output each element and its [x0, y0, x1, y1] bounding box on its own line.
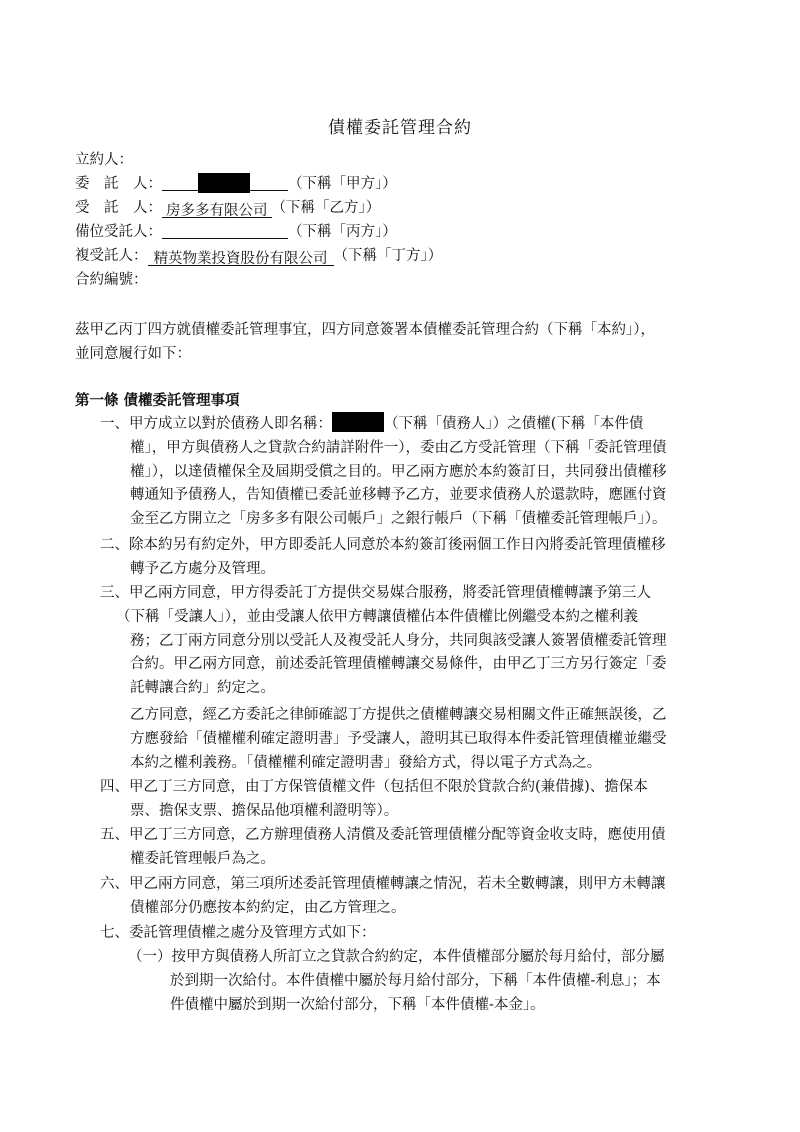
item-2-line: 二、除本約另有約定外，甲方即委託人同意於本約簽訂後兩個工作日內將委託管理債權移: [100, 537, 666, 553]
item-6-line: 債權部分仍應按本約約定，由乙方管理之。: [130, 899, 406, 916]
party-backup-trustee-label: 備位受託人：: [75, 224, 162, 240]
article-1-item-7-sub-1: [128, 946, 665, 1017]
party-sub-trustee-name: 精英物業投資股份有限公司: [153, 251, 328, 267]
party-sub-trustee-label: 複受託人：: [75, 248, 148, 264]
item-4-line: 四、甲乙丁三方同意，由丁方保管債權文件（包括但不限於貸款合約(兼借據)、擔保本: [100, 779, 648, 795]
party-principal-field: [162, 174, 288, 191]
item-4-line: 票、擔保支票、擔保品他項權利證明等）。: [130, 802, 399, 819]
debtor-name-redaction: [332, 412, 384, 432]
article-1-item-6: [100, 873, 666, 921]
article-1-item-4: [100, 776, 648, 824]
article-1-item-7: [100, 922, 376, 946]
item-3-line: 三、甲乙兩方同意，甲方得委託丁方提供交易媒合服務，將委託管理債權轉讓予第三人: [100, 585, 651, 601]
party-backup-trustee-field: [162, 222, 288, 239]
party-principal-label: 委 託 人：: [75, 176, 162, 192]
party-trustee-field: [162, 201, 272, 218]
article-1-item-1: [100, 412, 667, 532]
article-1-item-2: [100, 534, 666, 582]
party-backup-trustee-suffix: （下稱「丙方」）: [288, 224, 397, 240]
document-title: 債權委託管理合約: [328, 118, 472, 138]
party-trustee: [75, 198, 380, 218]
intro-line-2: 並同意履行如下：: [75, 346, 191, 362]
item-1-line: [100, 412, 667, 437]
party-principal: [75, 174, 397, 194]
party-trustee-name: 房多多有限公司: [166, 203, 268, 219]
item-3-line: 合約。甲乙兩方同意，前述委託管理債權轉讓交易條件，由甲乙丁三方另行簽定「委: [130, 656, 667, 673]
item-1-text-post: （下稱「債務人」）之債權(下稱「本件債: [384, 416, 644, 432]
item-3-para2-line: 乙方同意，經乙方委託之律師確認丁方提供之債權轉讓交易相關文件正確無誤後，乙: [130, 707, 667, 723]
parties-header: 立約人：: [75, 152, 133, 168]
item-7-line: 七、委託管理債權之處分及管理方式如下：: [100, 925, 376, 941]
article-1-item-3-paragraph-2: [130, 704, 667, 775]
party-sub-trustee-field: [148, 249, 334, 266]
item-7-sub-1-line: 於到期一次給付。本件債權中屬於每月給付部分，下稱「本件債權-利息」；本: [170, 972, 661, 989]
item-1-line: 轉通知予債務人，告知債權已委託並移轉予乙方，並要求債務人於還款時，應匯付資: [130, 487, 667, 504]
item-1-line: 權」，甲方與債務人之貸款合約請詳附件一），委由乙方受託管理（下稱「委託管理債: [130, 439, 667, 456]
item-7-sub-1-line: （一）按甲方與債務人所訂立之貸款合約約定，本件債權部分屬於每月給付，部分屬: [128, 949, 665, 965]
item-3-para2-line: 方應發給「債權權利確定證明書」予受讓人，證明其已取得本件委託管理債權並繼受: [130, 730, 667, 747]
item-1-line: 權」），以達債權保全及屆期受償之目的。甲乙兩方應於本約簽訂日，共同發出債權移: [130, 463, 667, 480]
contract-number: 合約編號：: [75, 272, 148, 288]
item-7-sub-1-line: 件債權中屬於到期一次給付部分，下稱「本件債權-本金」。: [170, 996, 545, 1013]
intro-line-1: 茲甲乙丙丁四方就債權委託管理事宜，四方同意簽署本債權委託管理合約（下稱「本約」），: [75, 322, 655, 338]
item-1-text-pre: 一、甲方成立以對於債務人即名稱：: [100, 416, 332, 432]
item-3-para2-line: 本約之權利義務。「債權權利確定證明書」發給方式，得以電子方式為之。: [130, 754, 602, 771]
item-5-line: 五、甲乙丁三方同意，乙方辦理債務人清償及委託管理債權分配等資金收支時，應使用債: [100, 827, 666, 843]
party-trustee-suffix: （下稱「乙方」）: [271, 200, 381, 216]
redaction-block: [198, 173, 250, 193]
article-1-item-3: [100, 582, 667, 701]
party-sub-trustee-suffix: （下稱「丁方」）: [333, 248, 443, 264]
item-3-line: （下稱「受讓人」），並由受讓人依甲方轉讓債權佔本件債權比例繼受本約之權利義: [116, 608, 638, 625]
item-3-line: 託轉讓合約」約定之。: [130, 680, 275, 697]
party-trustee-label: 受 託 人：: [75, 200, 162, 216]
item-3-line: 務；乙丁兩方同意分別以受託人及複受託人身分，共同與該受讓人簽署債權委託管理: [130, 632, 667, 649]
item-6-line: 六、甲乙兩方同意，第三項所述委託管理債權轉讓之情況，若未全數轉讓，則甲方未轉讓: [100, 876, 666, 892]
party-backup-trustee: [75, 222, 397, 242]
party-principal-suffix: （下稱「甲方」）: [288, 176, 397, 192]
item-1-line: 金至乙方開立之「房多多有限公司帳戶」之銀行帳戶（下稱「債權委託管理帳戶」）。: [130, 511, 667, 528]
party-sub-trustee: [75, 246, 442, 266]
item-5-line: 權委託管理帳戶為之。: [130, 850, 275, 867]
article-1-item-5: [100, 824, 666, 872]
article-1-heading: 第一條 債權委託管理事項: [75, 392, 240, 409]
item-2-line: 轉予乙方處分及管理。: [130, 560, 275, 577]
